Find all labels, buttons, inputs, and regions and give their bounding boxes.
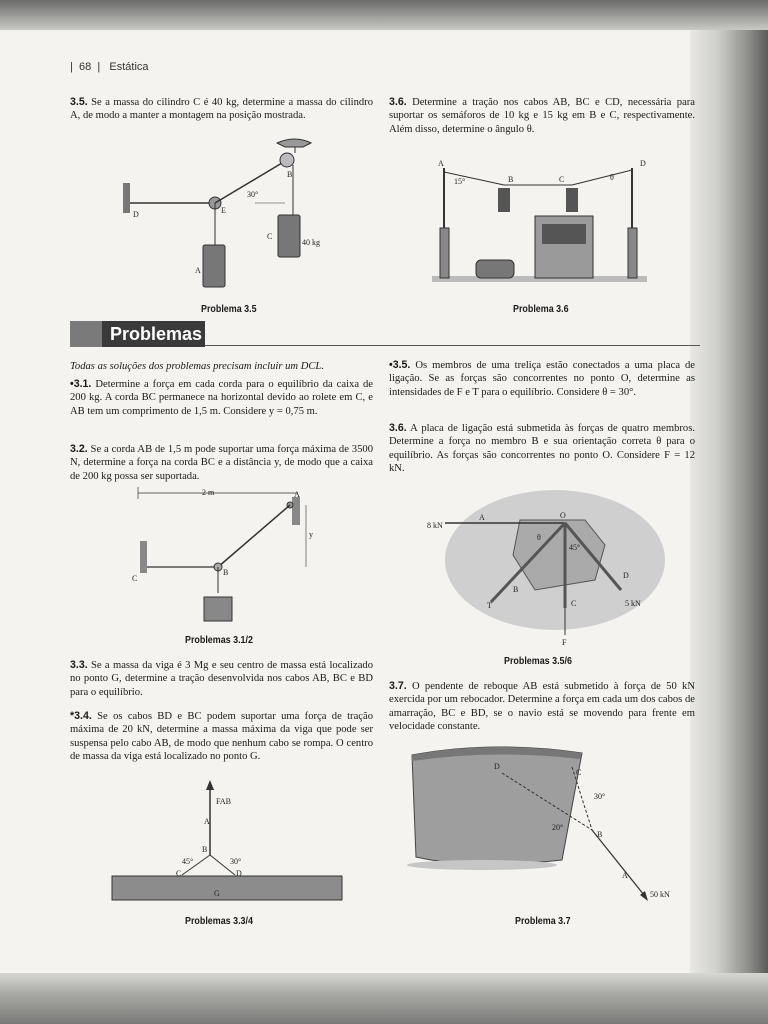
label-angle-45: 45° — [182, 857, 194, 866]
label-mass: 40 kg — [302, 238, 320, 247]
label-b: B — [223, 568, 229, 577]
intro-note: Todas as soluções dos problemas precisam incluir um DCL. — [70, 361, 324, 372]
caption-problems-3-3-4: Problemas 3.3/4 — [185, 915, 253, 927]
figure-problem-3-7 — [412, 745, 682, 905]
figure-problems-3-1-2 — [130, 485, 330, 635]
problem-3-5: •3.5. Os membros de uma treliça estão conectados a uma placa de ligação. Se as forças são concorrentes no ponto O, determine as intensidades de F e T para o equilíbrio. Considere θ = 30°. — [389, 359, 695, 398]
label-angle: 30° — [247, 190, 259, 199]
label-angle-45: 45° — [569, 543, 581, 552]
label-d: D — [623, 571, 629, 580]
figure-problem-3-6 — [432, 158, 652, 288]
label-8kn: 8 kN — [427, 521, 443, 530]
label-5kn: 5 kN — [625, 599, 641, 608]
caption-problem-3-6: Problema 3.6 — [513, 303, 569, 315]
label-b: B — [597, 830, 603, 839]
label-d: D — [640, 159, 646, 168]
page-number: 68 — [78, 61, 92, 73]
label-a: A — [622, 871, 628, 880]
label-angle-30: 30° — [230, 857, 242, 866]
caption-problems-3-1-2: Problemas 3.1/2 — [185, 634, 253, 646]
label-c: C — [176, 869, 182, 878]
label-a: A — [438, 159, 444, 168]
label-f: F — [562, 638, 567, 647]
problem-3-7: 3.7. O pendente de reboque AB está submetido à força de 50 kN exercida por um rebocador. Determine a força em cada um dos cabos de amarração, BC e BD, se o navio está se movendo para frente em velocidade constante. — [389, 680, 695, 733]
label-dist: 2 m — [202, 488, 215, 497]
section-title: Estática — [109, 61, 149, 73]
label-d: D — [494, 762, 500, 771]
label-c: C — [132, 574, 138, 583]
caption-problem-3-7: Problema 3.7 — [515, 915, 571, 927]
label-d: D — [236, 869, 242, 878]
label-c: C — [267, 232, 273, 241]
figure-problems-3-3-4 — [110, 780, 350, 910]
section-rule — [205, 345, 700, 346]
caption-problem-3-5: Problema 3.5 — [201, 303, 257, 315]
page-gutter-shadow — [690, 30, 768, 973]
scan-top-edge — [0, 0, 768, 30]
label-a: A — [479, 513, 485, 522]
banner-title: Problemas — [110, 324, 203, 344]
caption-problems-3-5-6: Problemas 3.5/6 — [504, 655, 572, 667]
label-c: C — [576, 768, 582, 777]
label-fab: FAB — [216, 797, 231, 806]
problem-3-4: *3.4. Se os cabos BD e BC podem suportar uma força de tração máxima de 20 kN, determine a massa máxima da viga que pode ser suspensa pelo cabo AB, de modo que nenhum cabo se rompa. O centro de massa da viga está localizado no ponto G. — [70, 710, 373, 763]
label-e: E — [221, 206, 226, 215]
label-50kn: 50 kN — [650, 890, 670, 899]
label-angle-30: 30° — [594, 792, 606, 801]
label-b: B — [508, 175, 514, 184]
figure-problems-3-5-6 — [425, 490, 665, 650]
problem-3-1: •3.1. Determine a força em cada corda para o equilíbrio da caixa de 200 kg. A corda BC permanece na horizontal devido ao rolete em C, e AB tem um comprimento de 1,5 m. Considere y = 0,75 m. — [70, 378, 373, 417]
label-o: O — [560, 511, 566, 520]
label-angle: 15° — [454, 177, 466, 186]
page-header: | 68 | Estática — [70, 61, 149, 73]
problem-3-3: 3.3. Se a massa da viga é 3 Mg e seu centro de massa está localizado no ponto G, determine a tração desenvolvida nos cabos AB, BC e BD para o equilíbrio. — [70, 659, 373, 698]
problems-banner — [70, 321, 205, 347]
scan-bottom-edge — [0, 973, 768, 1024]
label-g: G — [214, 889, 220, 898]
label-theta: θ — [610, 173, 614, 182]
problem-3-5-top: 3.5. Se a massa do cilindro C é 40 kg, determine a massa do cilindro A, de modo a manter a montagem na posição mostrada. — [70, 96, 373, 122]
label-d: D — [133, 210, 139, 219]
label-c: C — [571, 599, 577, 608]
label-b: B — [513, 585, 519, 594]
figure-problem-3-5 — [115, 135, 335, 295]
problem-3-6-top: 3.6. Determine a tração nos cabos AB, BC e CD, necessária para suportar os semáforos de 10 kg e 15 kg em B e C, respectivamente. Além disso, determine o ângulo θ. — [389, 96, 695, 135]
label-y: y — [309, 530, 313, 539]
label-a: A — [204, 817, 210, 826]
label-t: T — [487, 601, 492, 610]
label-b: B — [202, 845, 208, 854]
label-b: B — [287, 170, 293, 179]
problem-3-2: 3.2. Se a corda AB de 1,5 m pode suportar uma força máxima de 3500 N, determine a força na corda BC e a distância y, de modo que a caixa de 200 kg possa ser suportada. — [70, 443, 373, 482]
label-angle-20: 20° — [552, 823, 564, 832]
label-a: A — [195, 266, 201, 275]
problem-3-6: 3.6. A placa de ligação está submetida às forças de quatro membros. Determine a força no membro B e sua orientação correta θ para o equilíbrio. As forças são concorrentes no ponto O. Considere F = 12 kN. — [389, 422, 695, 475]
label-c: C — [559, 175, 565, 184]
label-a: A — [294, 490, 300, 499]
label-theta: θ — [537, 533, 541, 542]
